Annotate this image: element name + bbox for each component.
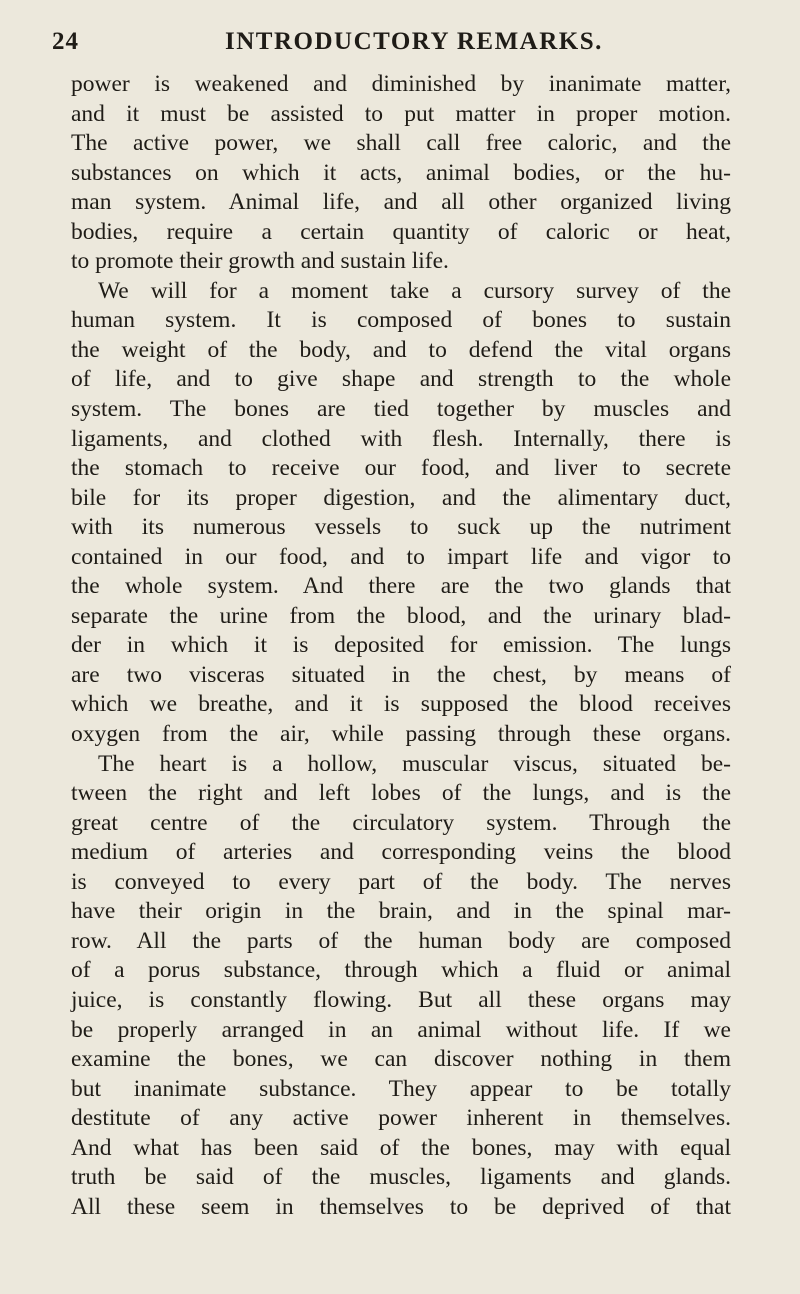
page-number: 24: [52, 28, 79, 55]
text-line: of life, and to give shape and strength to the whole: [71, 366, 731, 393]
text-line: oxygen from the air, while passing through these organs.: [71, 721, 731, 748]
text-line: and it must be assisted to put matter in proper motion.: [71, 100, 731, 127]
text-line: is conveyed to every part of the body. The nerves: [71, 868, 731, 895]
text-line: but inanimate substance. They appear to be totally: [71, 1075, 731, 1102]
text-line: which we breathe, and it is supposed the blood receives: [71, 691, 731, 718]
text-line: We will for a moment take a cursory survey of the: [98, 277, 731, 304]
text-line: the weight of the body, and to defend the vital organs: [71, 336, 731, 363]
text-line: ligaments, and clothed with flesh. Internally, there is: [71, 425, 731, 452]
text-line: of a porus substance, through which a fluid or animal: [71, 957, 731, 984]
text-line: juice, is constantly flowing. But all these organs may: [71, 986, 731, 1013]
text-line: bile for its proper digestion, and the alimentary duct,: [71, 484, 731, 511]
text-line: And what has been said of the bones, may with equal: [71, 1134, 731, 1161]
body-text: [71, 70, 731, 1222]
text-line: row. All the parts of the human body are composed: [71, 927, 731, 954]
text-line: tween the right and left lobes of the lungs, and is the: [71, 780, 731, 807]
text-line: the stomach to receive our food, and liver to secrete: [71, 455, 731, 482]
text-line: the whole system. And there are the two glands that: [71, 573, 731, 600]
text-line: be properly arranged in an animal without life. If we: [71, 1016, 731, 1043]
text-line: human system. It is composed of bones to sustain: [71, 307, 731, 334]
running-head: [0, 28, 800, 68]
text-line: All these seem in themselves to be deprived of that: [71, 1193, 731, 1220]
text-line: medium of arteries and corresponding veins the blood: [71, 839, 731, 866]
text-line: have their origin in the brain, and in the spinal mar-: [71, 898, 731, 925]
text-line: substances on which it acts, animal bodies, or the hu-: [71, 159, 731, 186]
text-line: to promote their growth and sustain life.: [71, 248, 449, 275]
text-line: man system. Animal life, and all other organized living: [71, 189, 731, 216]
text-line: examine the bones, we can discover nothing in them: [71, 1046, 731, 1073]
text-line: great centre of the circulatory system. Through the: [71, 809, 731, 836]
text-line: are two visceras situated in the chest, by means of: [71, 661, 731, 688]
text-line: contained in our food, and to impart life and vigor to: [71, 543, 731, 570]
text-line: destitute of any active power inherent in themselves.: [71, 1105, 731, 1132]
text-line: truth be said of the muscles, ligaments and glands.: [71, 1164, 731, 1191]
text-line: separate the urine from the blood, and the urinary blad-: [71, 602, 731, 629]
text-line: power is weakened and diminished by inanimate matter,: [71, 71, 731, 97]
text-line: system. The bones are tied together by muscles and: [71, 396, 731, 423]
running-title: INTRODUCTORY REMARKS.: [225, 28, 603, 55]
text-line: The active power, we shall call free caloric, and the: [71, 130, 731, 157]
text-line: with its numerous vessels to suck up the nutriment: [71, 514, 731, 541]
text-line: bodies, require a certain quantity of caloric or heat,: [71, 218, 731, 245]
text-line: The heart is a hollow, muscular viscus, situated be-: [98, 750, 731, 777]
text-line: der in which it is deposited for emission. The lungs: [71, 632, 731, 659]
